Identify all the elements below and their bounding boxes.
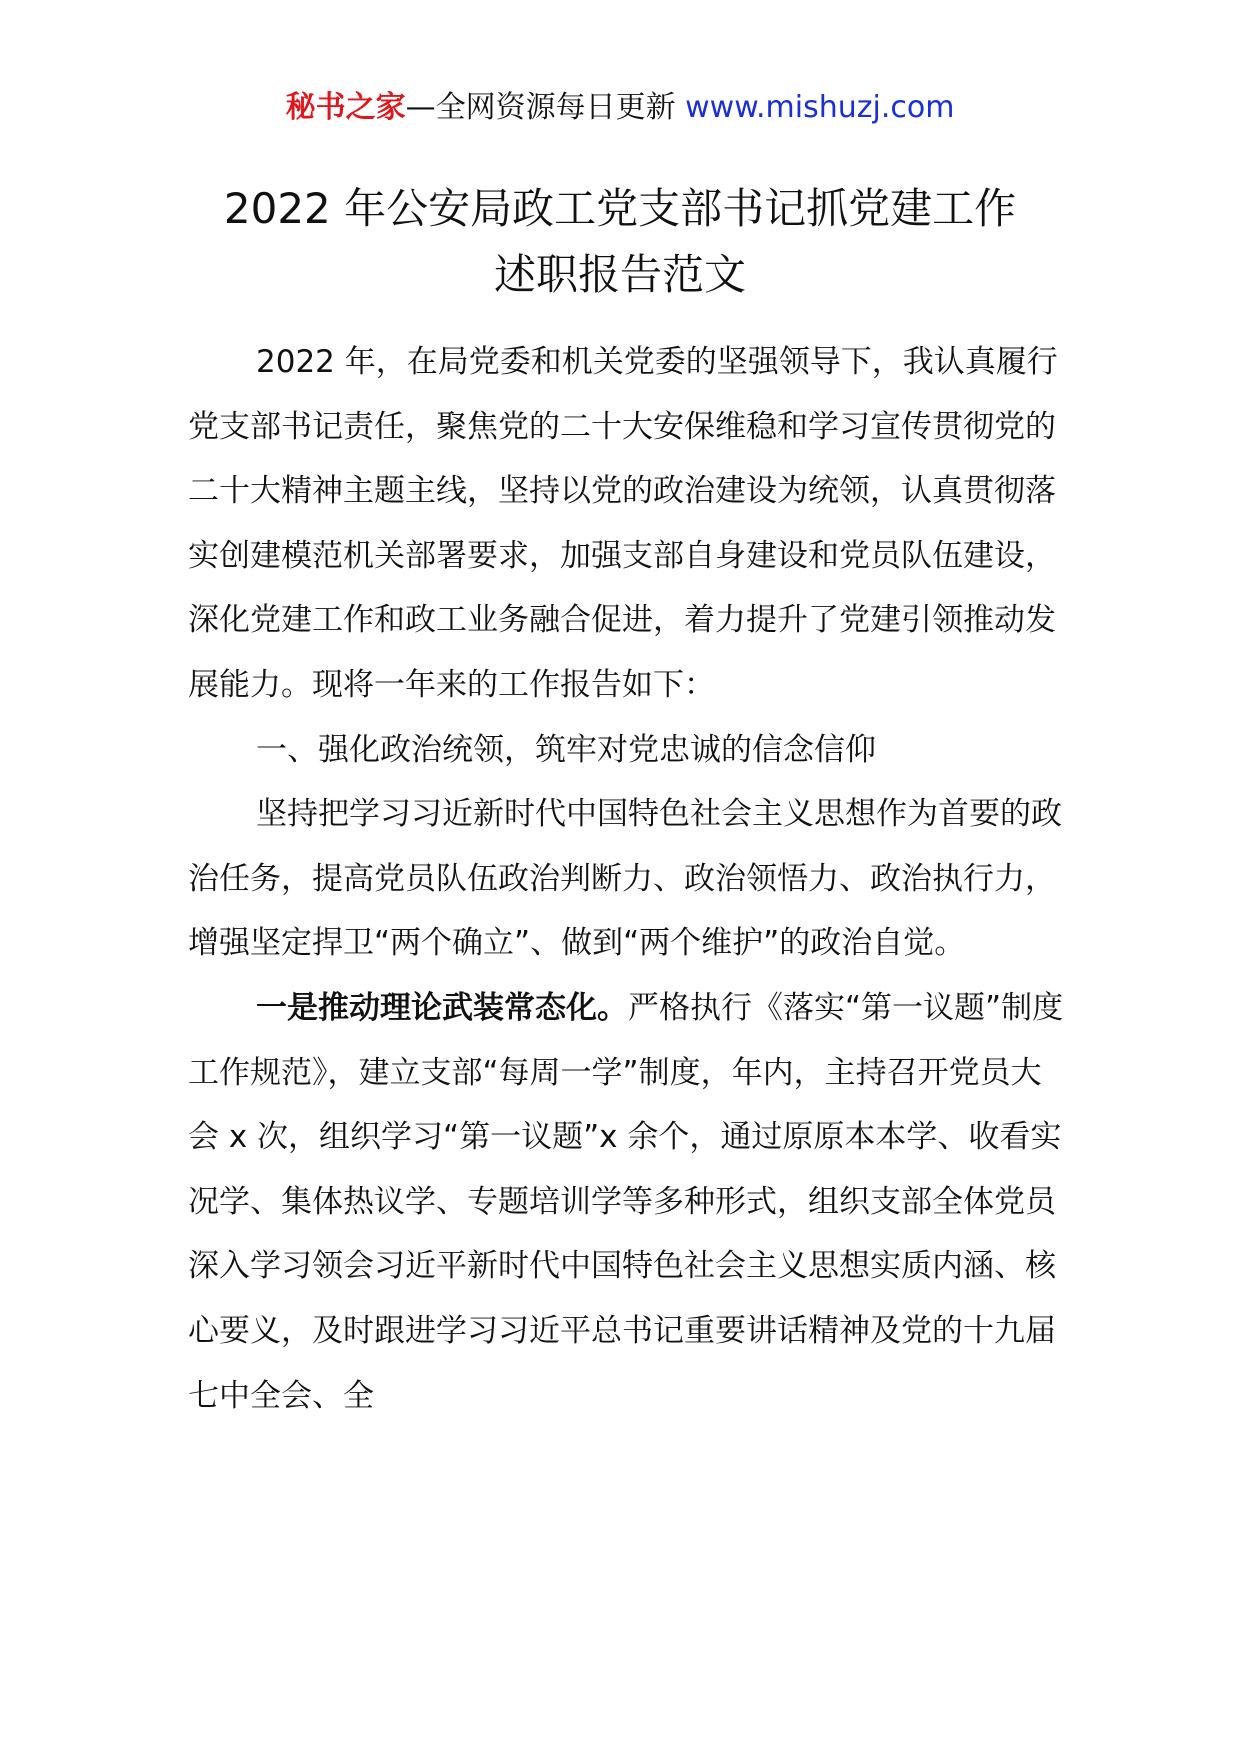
document-body — [188, 330, 1064, 1428]
section-heading-1: 一、强化政治统领，筑牢对党忠诚的信念信仰 — [256, 731, 876, 768]
point-1-paragraph — [188, 976, 1064, 1428]
point-1-text: 严格执行《落实“第一议题”制度工作规范》，建立支部“每周一学”制度，年内，主持召开党员大会 x 次，组织学习“第一议题”x 余个，通过原原本本学、收看实况学、集体热议学、专题培训学等多种形式，组织支部全体党员深入学习领会习近平新时代中国特色社会主义思想实质内涵、核心要义，及时跟进学习习近平总书记重要讲话精神及党的十九届七中全会、全 — [188, 989, 1064, 1414]
document-title — [0, 176, 1240, 308]
site-url-link[interactable]: www.mishuzj.com — [685, 90, 955, 125]
title-line-2: 述职报告范文 — [493, 250, 746, 299]
title-line-1: 2022 年公安局政工党支部书记抓党建工作 — [223, 184, 1017, 233]
site-tagline: —全网资源每日更新 — [405, 90, 676, 125]
site-header — [0, 88, 1240, 128]
point-1-lead: 一是推动理论武装常态化。 — [256, 989, 628, 1026]
site-brand: 秘书之家 — [285, 90, 406, 125]
section-1-paragraph: 坚持把学习习近新时代中国特色社会主义思想作为首要的政治任务，提高党员队伍政治判断力、政治领悟力、政治执行力，增强坚定捍卫“两个确立”、做到“两个维护”的政治自觉。 — [188, 796, 1062, 962]
intro-paragraph: 2022 年，在局党委和机关党委的坚强领导下，我认真履行党支部书记责任，聚焦党的二十大安保维稳和学习宣传贯彻党的二十大精神主题主线，坚持以党的政治建设为统领，认真贯彻落实创建模范机关部署要求，加强支部自身建设和党员队伍建设，深化党建工作和政工业务融合促进，着力提升了党建引领推动发展能力。现将一年来的工作报告如下： — [188, 344, 1058, 703]
